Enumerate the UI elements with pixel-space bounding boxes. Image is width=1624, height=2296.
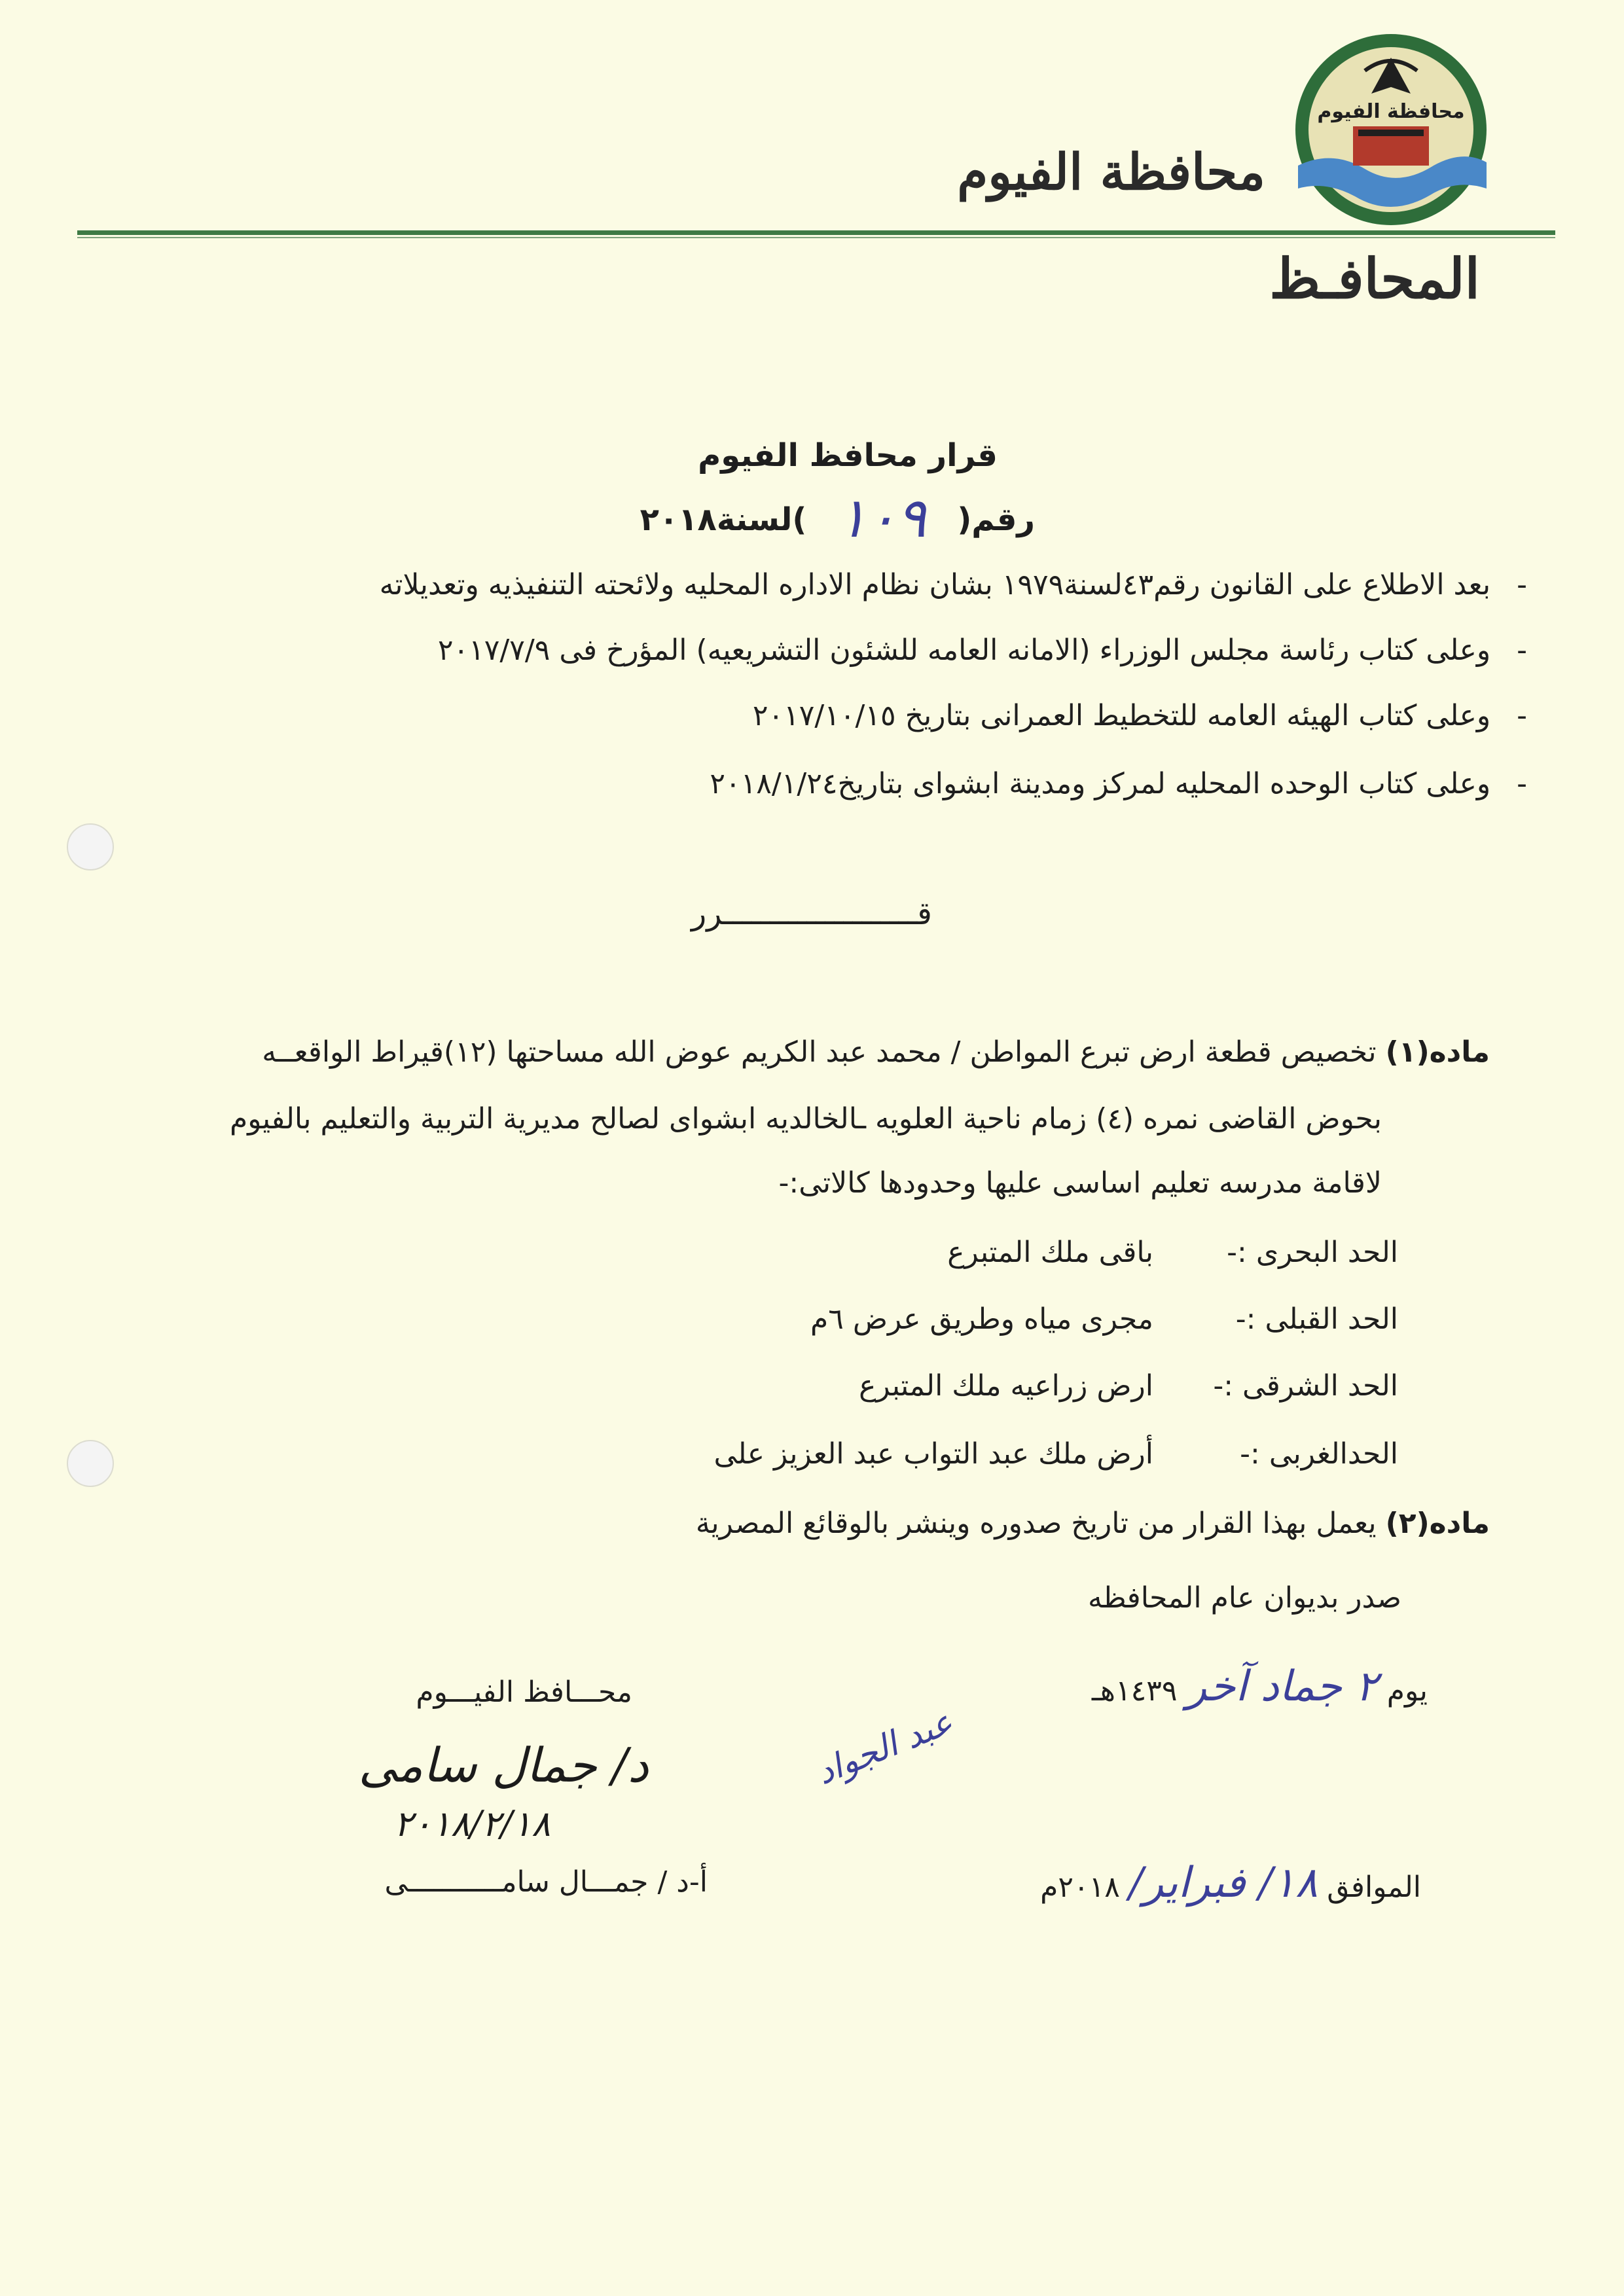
boundary-label: الحدالغربى :- [1240,1437,1398,1471]
hijri-handwritten: ٢ جماد آخر [1186,1662,1378,1711]
boundary-value: مجرى مياه وطريق عرض ٦م [810,1302,1153,1336]
governorate-name: محافظة الفيوم [957,143,1265,201]
preamble-item [710,767,1527,800]
article-2-label: ماده(٢) [1385,1507,1490,1540]
signatory-name: أ-د / جمـــال سامـــــــــــى [384,1865,708,1899]
article-1-line-1 [262,1035,1490,1069]
handwritten-signature: د/ جمال سامى [358,1738,649,1793]
decides-heading: قـــــــــــــــــــــرر [691,895,932,932]
hijri-prefix: يوم [1386,1674,1428,1708]
preamble-item [438,634,1527,667]
preamble-item [753,699,1527,732]
gregorian-date [1040,1859,1421,1907]
article-2-line [696,1507,1490,1540]
boundary-value: باقى ملك المتبرع [947,1236,1153,1269]
gregorian-prefix: الموافق [1327,1871,1421,1904]
preamble-text: وعلى كتاب الوحده المحليه لمركز ومدينة ابشواى بتاريخ٢٠١٨/١/٢٤ [710,767,1491,800]
boundary-south [810,1302,1398,1336]
hijri-year: ١٤٣٩هـ [1091,1674,1178,1708]
boundary-label: الحد البحرى :- [1227,1236,1398,1269]
decree-number-suffix: )لسنة٢٠١٨ [640,501,807,538]
boundary-label: الحد القبلى :- [1235,1302,1398,1336]
gregorian-year: ٢٠١٨م [1040,1871,1120,1904]
header-divider [77,230,1555,235]
article-1-line-2: بحوض القاضى نمره (٤) زمام ناحية العلويه ـالخالديه ابشواى لصالح مديرية التربية والتعليم بالفيوم [229,1102,1382,1136]
reviewer-initials: عبد الجواد [810,1702,959,1793]
preamble-text: وعلى كتاب الهيئه العامه للتخطيط العمرانى بتاريخ ٢٠١٧/١٠/١٥ [752,699,1491,732]
boundary-value: أرض ملك عبد التواب عبد العزيز على [713,1437,1153,1471]
svg-text:محافظة الفيوم: محافظة الفيوم [1317,100,1465,123]
preamble-text: بعد الاطلاع على القانون رقم٤٣لسنة١٩٧٩ بشان نظام الاداره المحليه ولائحته التنفيذيه وتعديلاته [379,568,1491,601]
header-divider-thin [77,237,1555,238]
list-dash: - [1517,767,1527,800]
hijri-date [1092,1662,1428,1711]
boundary-label: الحد الشرقى :- [1213,1369,1398,1403]
decree-number-line [640,479,1035,550]
article-2-text: يعمل بهذا القرار من تاريخ صدوره وينشر بالوقائع المصرية [695,1507,1377,1540]
article-1-text: تخصيص قطعة ارض تبرع المواطن / محمد عبد الكريم عوض الله مساحتها (١٢)قيراط الواقعــه [262,1035,1377,1069]
decree-number-prefix: رقم( [957,501,1035,538]
list-dash: - [1517,634,1527,667]
preamble-item [380,568,1527,601]
list-dash: - [1517,699,1527,732]
punch-hole [67,823,114,870]
governorate-logo [1293,31,1489,228]
boundary-east [859,1369,1398,1403]
handwritten-signature-date: ٢٠١٨/٢/١٨ [393,1803,550,1844]
preamble-text: وعلى كتاب رئاسة مجلس الوزراء (الامانه العامه للشئون التشريعيه) المؤرخ فى ٢٠١٧/٧/٩ [437,634,1491,667]
decree-number-handwritten: ١٠٩ [837,486,927,550]
punch-hole [67,1440,114,1487]
issued-at: صدر بديوان عام المحافظه [1087,1581,1401,1615]
gregorian-handwritten: ١٨/ فبراير/ [1128,1859,1318,1907]
boundary-west [714,1437,1399,1471]
boundary-value: ارض زراعيه ملك المتبرع [859,1369,1153,1403]
article-1-line-3: لاقامة مدرسه تعليم اساسى عليها وحدودها كالاتى:- [778,1166,1382,1200]
list-dash: - [1517,568,1527,601]
decree-title: قرار محافظ الفيوم [698,437,998,474]
office-title: المحافـظ [1269,246,1480,311]
boundary-north [947,1236,1398,1269]
article-1-label: ماده(١) [1385,1035,1490,1069]
signature-title: محـــافظ الفيـــوم [416,1676,632,1709]
